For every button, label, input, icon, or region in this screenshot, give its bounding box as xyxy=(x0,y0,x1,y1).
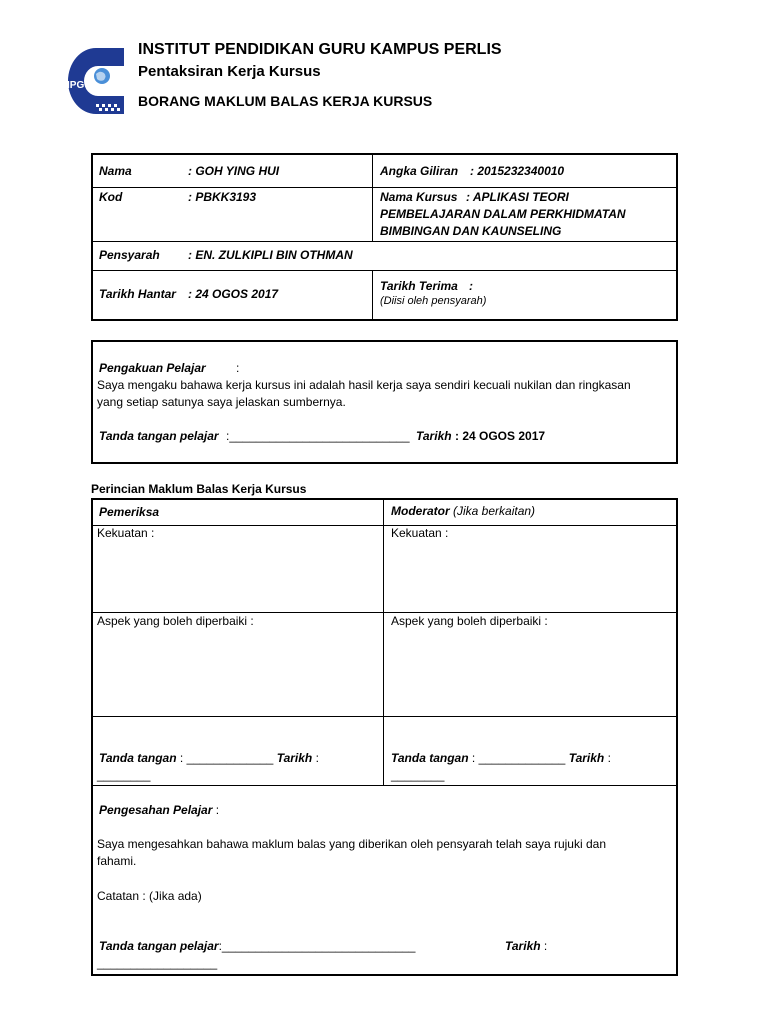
declaration-sign-label: Tanda tangan pelajar xyxy=(99,429,219,443)
assessment-subtitle: Pentaksiran Kerja Kursus xyxy=(138,63,321,80)
angka-giliran-value: : 2015232340010 xyxy=(470,164,565,178)
moderator-aspek: Aspek yang boleh diperbaiki : xyxy=(391,614,548,628)
feedback-section-title: Perincian Maklum Balas Kerja Kursus xyxy=(91,482,307,496)
nama-kursus-label: Nama Kursus xyxy=(380,190,458,204)
nama-value: : GOH YING HUI xyxy=(188,164,280,178)
kod-value: : PBKK3193 xyxy=(188,190,257,204)
moderator-sign-line: : _____________ xyxy=(471,751,566,765)
moderator-note: (Jika berkaitan) xyxy=(453,504,536,518)
pemeriksa-header: Pemeriksa xyxy=(99,505,160,519)
declaration-date-value: : 24 OGOS 2017 xyxy=(455,429,546,443)
moderator-date-label: Tarikh xyxy=(568,751,605,765)
confirmation-signature-row xyxy=(99,939,415,953)
pemeriksa-signature-row xyxy=(99,751,319,765)
confirmation-date-colon: : xyxy=(543,939,548,953)
tarikh-hantar-label: Tarikh Hantar xyxy=(99,287,176,301)
pemeriksa-sign-label: Tanda tangan xyxy=(99,751,177,765)
nama-kursus-value-2: PEMBELAJARAN DALAM PERKHIDMATAN xyxy=(380,207,626,221)
moderator-date-colon: : xyxy=(607,751,611,765)
pensyarah-label: Pensyarah xyxy=(99,248,160,262)
moderator-sign-label: Tanda tangan xyxy=(391,751,469,765)
pensyarah-value: : EN. ZULKIPLI BIN OTHMAN xyxy=(188,248,353,262)
pemeriksa-aspek: Aspek yang boleh diperbaiki : xyxy=(97,614,254,628)
confirmation-date-label: Tarikh xyxy=(505,939,541,953)
form-title: BORANG MAKLUM BALAS KERJA KURSUS xyxy=(138,93,433,109)
kod-label: Kod xyxy=(99,190,123,204)
tarikh-terima-label: Tarikh Terima xyxy=(380,279,458,293)
confirmation-date-line: __________________ xyxy=(97,956,218,970)
confirmation-text-1: Saya mengesahkan bahawa maklum balas yang diberikan oleh pensyarah telah saya rujuki dan xyxy=(97,837,606,851)
pemeriksa-date-label: Tarikh xyxy=(276,751,313,765)
pemeriksa-date-colon: : xyxy=(315,751,319,765)
declaration-text-1: Saya mengaku bahawa kerja kursus ini adalah hasil kerja saya sendiri kecuali nukilan dan ringkasan xyxy=(97,378,631,392)
moderator-signature-row xyxy=(391,751,611,765)
pemeriksa-date-line: ________ xyxy=(97,768,151,782)
declaration-heading-colon: : xyxy=(236,361,240,375)
moderator-date-line: ________ xyxy=(391,768,445,782)
confirmation-sign-line: :_____________________________ xyxy=(218,939,416,953)
tarikh-hantar-value: : 24 OGOS 2017 xyxy=(188,287,279,301)
moderator-label: Moderator xyxy=(391,504,450,518)
declaration-date-label: Tarikh xyxy=(416,429,452,443)
institute-name: INSTITUT PENDIDIKAN GURU KAMPUS PERLIS xyxy=(138,41,502,58)
declaration-text-2: yang setiap satunya saya jelaskan sumbernya. xyxy=(97,395,346,409)
confirmation-heading-colon: : xyxy=(215,803,220,817)
nama-kursus-value-3: BIMBINGAN DAN KAUNSELING xyxy=(380,224,562,238)
logo-text: IPG xyxy=(67,80,85,91)
moderator-header xyxy=(391,504,535,518)
feedback-table xyxy=(91,498,678,976)
tarikh-terima-colon: : xyxy=(469,279,473,293)
declaration-heading: Pengakuan Pelajar xyxy=(99,361,206,375)
confirmation-date-row xyxy=(505,939,547,953)
declaration-sign-line: :___________________________ xyxy=(226,429,410,443)
ipg-logo xyxy=(66,46,124,116)
confirmation-heading-row xyxy=(99,803,219,817)
angka-giliran-label: Angka Giliran xyxy=(380,164,459,178)
pemeriksa-kekuatan: Kekuatan : xyxy=(97,526,155,540)
moderator-kekuatan: Kekuatan : xyxy=(391,526,449,540)
nama-kursus-value-1: : APLIKASI TEORI xyxy=(466,190,569,204)
nama-label: Nama xyxy=(99,164,132,178)
confirmation-sign-label: Tanda tangan pelajar xyxy=(99,939,219,953)
confirmation-text-2: fahami. xyxy=(97,854,137,868)
tarikh-terima-note: (Diisi oleh pensyarah) xyxy=(380,295,487,307)
pemeriksa-sign-line: : _____________ xyxy=(179,751,274,765)
confirmation-notes: Catatan : (Jika ada) xyxy=(97,889,202,903)
confirmation-heading: Pengesahan Pelajar xyxy=(99,803,213,817)
